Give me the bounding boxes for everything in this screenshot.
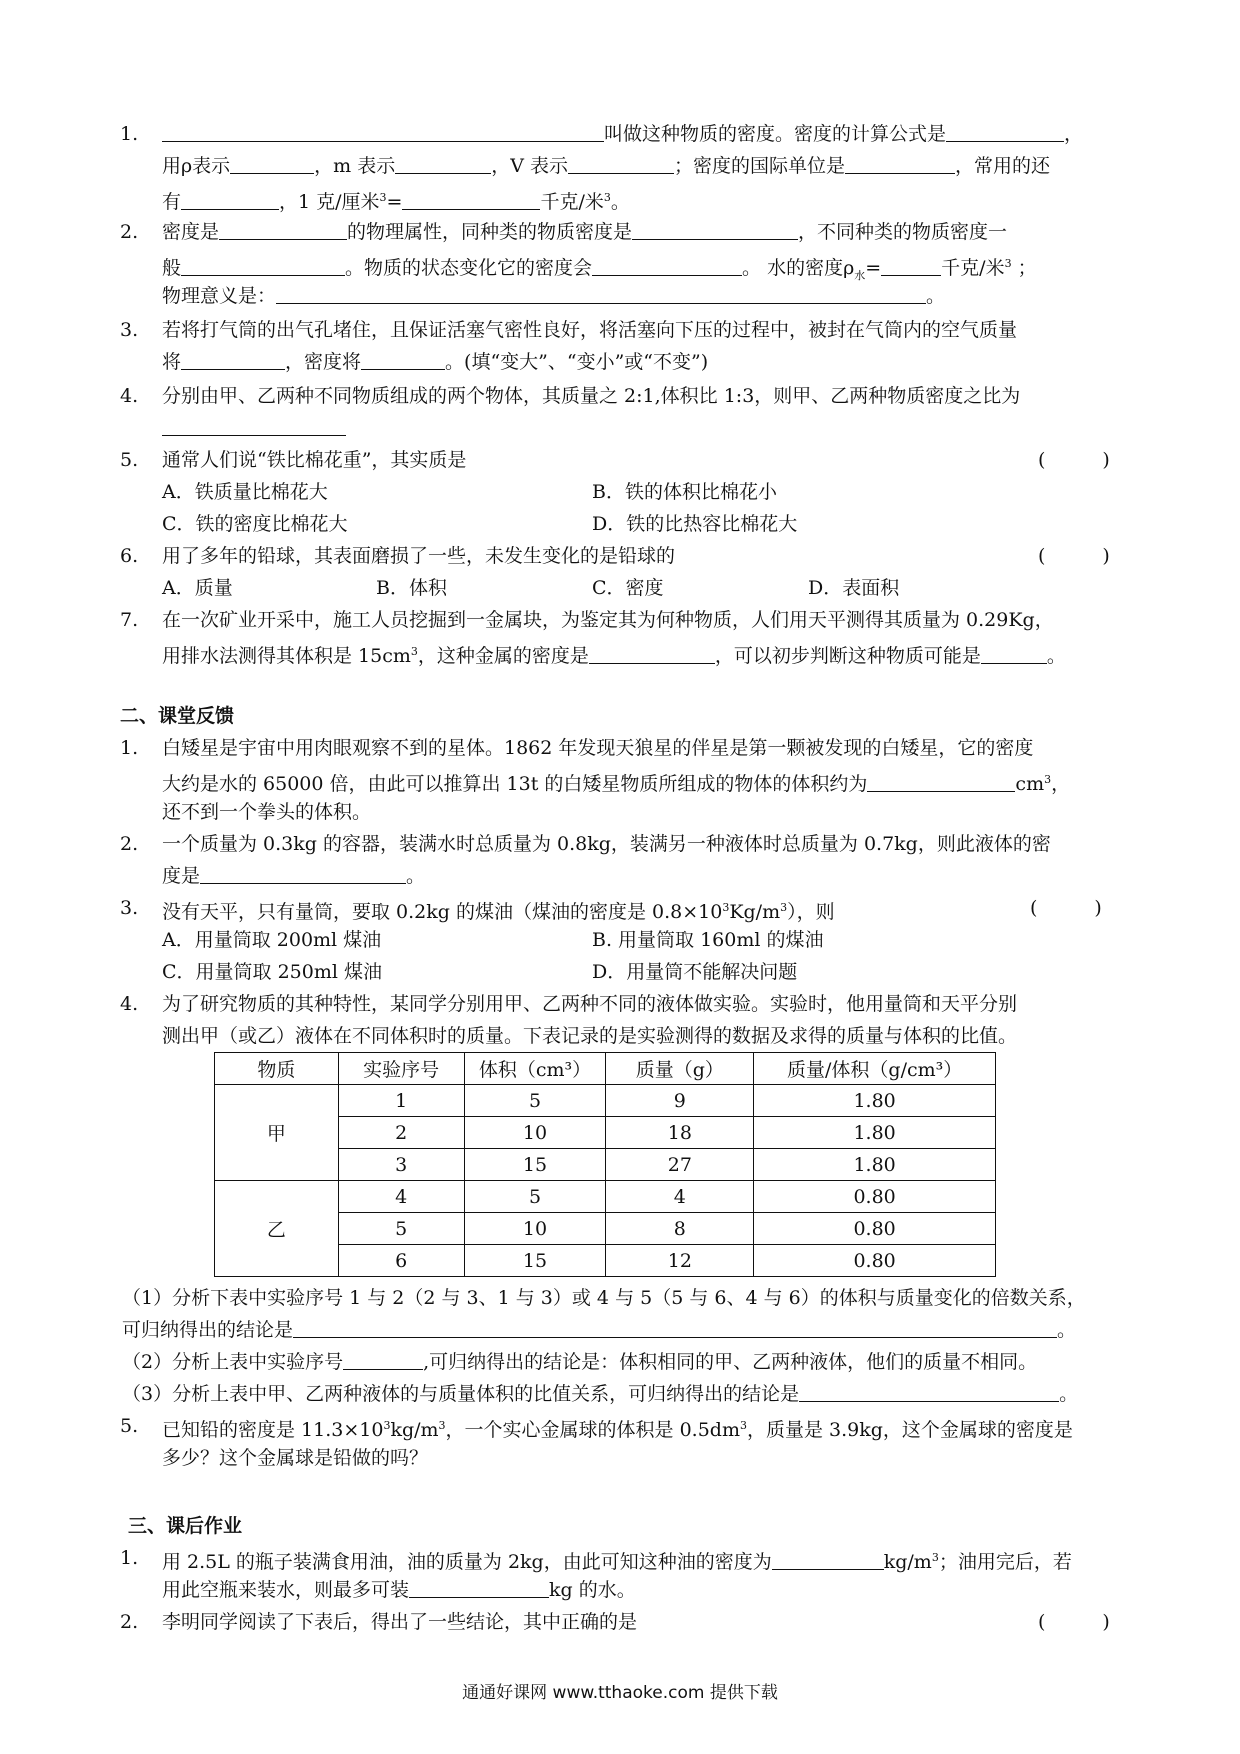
table-header: 物质 (215, 1053, 339, 1085)
p2-q4-s3: （3）分析上表中甲、乙两种液体的与质量体积的比值关系，可归纳得出的结论是 。 (0, 1378, 1240, 1410)
p2-q2-line2: 度是 。 (0, 860, 1240, 892)
blank[interactable] (845, 151, 955, 174)
table-cell: 0.80 (754, 1213, 996, 1245)
group-cell: 乙 (215, 1181, 339, 1277)
blank[interactable] (772, 1547, 884, 1570)
table-cell: 18 (606, 1117, 754, 1149)
blank[interactable] (343, 1347, 423, 1370)
option-c[interactable]: C．用量筒取 250ml 煤油 (162, 961, 382, 983)
table-cell: 3 (338, 1149, 464, 1181)
p2-q5-line2: 多少？这个金属球是铅做的吗？ (162, 1447, 429, 1469)
table-cell: 6 (338, 1245, 464, 1277)
blank[interactable] (162, 119, 604, 142)
option-b[interactable]: B．体积 (376, 577, 447, 599)
p1-q7-line2: 用排水法测得其体积是 $15cm^3$，这种金属的密度是 ，可以初步判断这种物质可能是 。 (0, 636, 1240, 668)
blank[interactable] (162, 413, 346, 436)
p1-q1-line2: 用ρ表示 ，m 表示 ，V 表示 ；密度的国际单位是 ，常用的还 (0, 150, 1240, 182)
option-b[interactable]: B．铁的体积比棉花小 (592, 481, 777, 503)
p3-q1-line2: 用此空瓶来装水，则最多可装 kg 的水。 (0, 1574, 1240, 1606)
p1-q1-line3: 有 ，1 克/厘米$^3$= 千克/米$^3$。 (0, 182, 1240, 214)
p2-q4-line1: 4. 为了研究物质的其种特性，某同学分别用甲、乙两种不同的液体做实验。实验时，他用量筒和天平分别 (120, 993, 1018, 1015)
blank[interactable] (867, 769, 1015, 792)
table-cell: 15 (464, 1149, 606, 1181)
footer: 通通好课网 www.tthaoke.com 提供下载 (462, 1683, 778, 1703)
data-table (214, 1052, 996, 1277)
p1-q2-line3: 物理意义是： 。 (0, 280, 1240, 312)
table-cell: 10 (464, 1213, 606, 1245)
option-a[interactable]: A．质量 (162, 577, 233, 599)
option-d[interactable]: D．用量筒不能解决问题 (592, 961, 798, 983)
table-cell: 1.80 (754, 1085, 996, 1117)
p1-q2-line1: 2. 密度是 的物理属性，同种类的物质密度是 ，不同种类的物质密度一 (0, 216, 1240, 248)
p1-q5-options-ab (0, 476, 1240, 508)
option-a[interactable]: A．铁质量比棉花大 (162, 481, 328, 503)
table-header: 质量（g） (606, 1053, 754, 1085)
answer-paren[interactable]: ( ) (1038, 545, 1110, 567)
p2-q4-s1-line2: 可归纳得出的结论是 。 (0, 1314, 1240, 1346)
answer-paren[interactable]: ( ) (1038, 1611, 1110, 1633)
p1-q4-line2 (0, 412, 1240, 444)
p2-q1-line2: 大约是水的 65000 倍，由此可以推算出 13t 的白矮星物质所组成的物体的体积约为 $cm^3$， (0, 764, 1240, 796)
table-cell: 5 (338, 1213, 464, 1245)
p1-q2-line2: 般 。物质的状态变化它的密度会 。 水的密度$\rho_水=$ 千克/米$^3$ ； (0, 248, 1240, 280)
p1-q7-line1: 7. 在一次矿业开采中，施工人员挖掘到一金属块，为鉴定其为何种物质，人们用天平测得其质量为 0.29Kg， (120, 609, 1054, 631)
p2-q1-line1: 1. 白矮星是宇宙中用肉眼观察不到的星体。1862 年发现天狼星的伴星是第一颗被发现的白矮星，它的密度 (120, 737, 1034, 759)
blank[interactable] (799, 1379, 1059, 1402)
table-cell: 8 (606, 1213, 754, 1245)
table-cell: 4 (606, 1181, 754, 1213)
p1-q1-line1: 1. 叫做这种物质的密度。密度的计算公式是 ， (0, 118, 1240, 150)
blank[interactable] (200, 861, 406, 884)
table-cell: 1.80 (754, 1117, 996, 1149)
option-d[interactable]: D．表面积 (808, 577, 900, 599)
blank[interactable] (409, 1575, 549, 1598)
option-b[interactable]: B. 用量筒取 160ml 的煤油 (592, 929, 824, 951)
blank[interactable] (276, 281, 926, 304)
table-header-row (215, 1053, 996, 1085)
blank[interactable] (402, 187, 540, 210)
blank[interactable] (361, 347, 445, 370)
p2-q4-s1-line1: （1）分析下表中实验序号 1 与 2（2 与 3、1 与 3）或 4 与 5（5 与 6、4 与 6）的体积与质量变化的倍数关系， (122, 1287, 1086, 1309)
answer-paren[interactable]: ( ) (1030, 897, 1102, 919)
p3-q1-line1: 1. 用 2.5L 的瓶子装满食用油，油的质量为 2kg，由此可知这种油的密度为 $kg/m^3$；油用完后，若 (120, 1547, 1072, 1573)
p2-q4-line2: 测出甲（或乙）液体在不同体积时的质量。下表记录的是实验测得的数据及求得的质量与体积的比值。 (162, 1025, 1018, 1047)
option-d[interactable]: D．铁的比热容比棉花大 (592, 513, 798, 535)
blank[interactable] (981, 641, 1047, 664)
table-cell: 5 (464, 1085, 606, 1117)
table-cell: 15 (464, 1245, 606, 1277)
blank[interactable] (181, 187, 279, 210)
table-header: 质量/体积（g/cm³） (754, 1053, 996, 1085)
blank[interactable] (632, 217, 798, 240)
p1-q6-stem: 6. 用了多年的铅球，其表面磨损了一些，未发生变化的是铅球的 ( ) (0, 540, 1240, 572)
blank[interactable] (946, 119, 1064, 142)
blank[interactable] (181, 347, 285, 370)
table-cell: 1.80 (754, 1149, 996, 1181)
p2-q4-s2: （2）分析上表中实验序号 ,可归纳得出的结论是：体积相同的甲、乙两种液体，他们的质量不相同。 (0, 1346, 1240, 1378)
p2-q3-stem: 3. 没有天平，只有量筒，要取 0.2kg 的煤油（煤油的密度是 $0.8\times 10^3Kg/m^3$），则 ( ) (0, 892, 1240, 924)
table-cell: 1 (338, 1085, 464, 1117)
p2-q3-options-cd (0, 956, 1240, 988)
p2-q2-line1: 2. 一个质量为 0.3kg 的容器，装满水时总质量为 0.8kg，装满另一种液体时总质量为 0.7kg，则此液体的密 (120, 833, 1051, 855)
table-cell: 4 (338, 1181, 464, 1213)
answer-paren[interactable]: ( ) (1038, 449, 1110, 471)
section-title: 二、课堂反馈 (120, 705, 235, 727)
p2-q3-options-ab (0, 924, 1240, 956)
p1-q4-line1: 4. 分别由甲、乙两种不同物质组成的两个物体，其质量之 2:1,体积比 1:3，则甲、乙两种物质密度之比为 (120, 385, 1021, 407)
table-cell: 9 (606, 1085, 754, 1117)
p2-q1-line3: 还不到一个拳头的体积。 (162, 801, 372, 823)
table-header: 实验序号 (338, 1053, 464, 1085)
option-c[interactable]: C．铁的密度比棉花大 (162, 513, 348, 535)
table-row (215, 1181, 996, 1213)
group-cell: 甲 (215, 1085, 339, 1181)
table-cell: 0.80 (754, 1245, 996, 1277)
p3-q2-stem: 2. 李明同学阅读了下表后，得出了一些结论，其中正确的是 ( ) (0, 1606, 1240, 1638)
p1-q3-line2: 将 ，密度将 。(填“变大”、“变小”或“不变”) (0, 346, 1240, 378)
blank[interactable] (589, 641, 715, 664)
option-c[interactable]: C．密度 (592, 577, 664, 599)
p1-q6-options (0, 572, 1240, 604)
table-cell: 5 (464, 1181, 606, 1213)
blank[interactable] (568, 151, 674, 174)
section-title: 三、课后作业 (128, 1515, 243, 1537)
table-row (215, 1085, 996, 1117)
table-cell: 0.80 (754, 1181, 996, 1213)
p2-q5-line1: 5. 已知铅的密度是 $11.3\times 10^3kg/m^3$，一个实心金属球的体积是 $0.5dm^3$，质量是 3.9kg，这个金属球的密度是 (120, 1415, 1073, 1441)
p1-q3-line1: 3. 若将打气筒的出气孔堵住，且保证活塞气密性良好，将活塞向下压的过程中，被封在气筒内的空气质量 (120, 319, 1018, 341)
blank[interactable] (293, 1315, 1057, 1338)
blank[interactable] (592, 253, 742, 276)
table-cell: 10 (464, 1117, 606, 1149)
option-a[interactable]: A．用量筒取 200ml 煤油 (162, 929, 382, 951)
blank[interactable] (230, 151, 314, 174)
blank[interactable] (395, 151, 491, 174)
blank[interactable] (881, 253, 941, 276)
table-cell: 12 (606, 1245, 754, 1277)
blank[interactable] (181, 253, 345, 276)
p1-q5-options-cd (0, 508, 1240, 540)
table-cell: 27 (606, 1149, 754, 1181)
p1-q5-stem: 5. 通常人们说“铁比棉花重”，其实质是 ( ) (0, 444, 1240, 476)
blank[interactable] (219, 217, 347, 240)
table-cell: 2 (338, 1117, 464, 1149)
table-header: 体积（cm³） (464, 1053, 606, 1085)
